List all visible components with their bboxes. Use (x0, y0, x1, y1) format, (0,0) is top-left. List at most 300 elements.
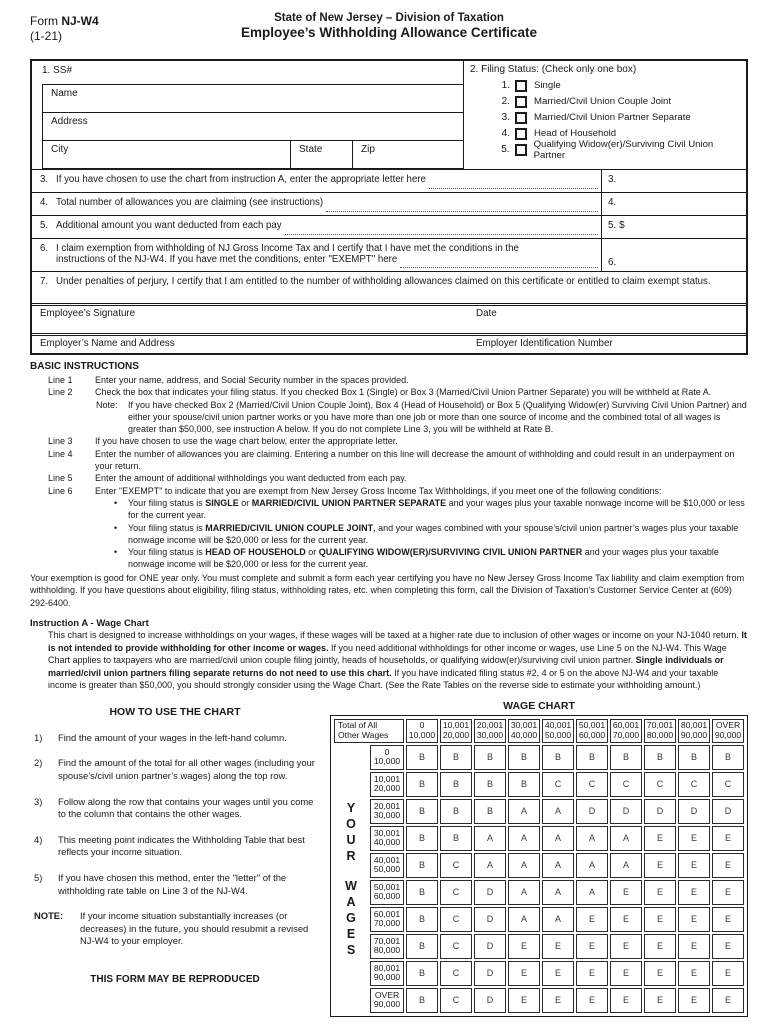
wage-chart-cell: C (644, 772, 676, 797)
basic-instructions-items (30, 374, 748, 497)
line3-text (32, 170, 601, 192)
vertical-letter: Y (346, 800, 356, 815)
option-label: Head of Household (534, 128, 617, 139)
instruction-line-label: Line 6 (48, 485, 73, 496)
instruction-line-label: Note: (96, 399, 118, 410)
line4-description: Total number of allowances you are claiming (see instructions) (56, 197, 324, 208)
wage-chart-cell: E (610, 880, 642, 905)
line4-answer-box[interactable]: 4. (601, 193, 746, 215)
wage-chart-cell: B (644, 745, 676, 770)
wage-chart-cell: B (440, 826, 472, 851)
text-segment: Your filing status is (128, 522, 206, 533)
wage-chart-cell: A (542, 880, 574, 905)
wage-chart-column-header: 80,001 90,000 (678, 719, 710, 743)
line5-number: 5. (40, 220, 49, 231)
wage-chart-row (334, 826, 744, 851)
personal-info-section (32, 61, 464, 169)
filing-option-widower (494, 138, 742, 161)
condition-text (128, 497, 748, 522)
bold-text-segment: MARRIED/CIVIL UNION PARTNER SEPARATE (251, 497, 447, 508)
bullet-icon: • (114, 522, 118, 533)
wage-chart-row-header: 50,001 60,000 (370, 880, 404, 905)
instruction-line (30, 472, 748, 484)
wage-chart-cell: C (610, 772, 642, 797)
wage-chart-cell: A (610, 826, 642, 851)
wage-chart-cell: B (406, 880, 438, 905)
wage-chart-cell: C (712, 772, 744, 797)
basic-instructions-heading: BASIC INSTRUCTIONS (30, 361, 139, 372)
option-number: 3. (501, 112, 510, 123)
zip-field[interactable]: Zip (361, 143, 375, 155)
wage-chart-cell: B (440, 772, 472, 797)
wage-chart-cell: D (474, 907, 506, 932)
wage-chart-cell: B (610, 745, 642, 770)
wage-chart-cell: B (542, 745, 574, 770)
city-field[interactable]: City (43, 141, 291, 169)
wage-chart-cell: B (406, 961, 438, 986)
city-state-zip-row (42, 140, 463, 170)
dotted-leader (326, 197, 598, 212)
wage-chart-cell: E (644, 826, 676, 851)
personal-inner-rows (42, 85, 463, 169)
employer-name-field[interactable]: Employer’s Name and Address (40, 338, 175, 349)
text-segment: Your filing status is (128, 497, 206, 508)
wage-chart-table (332, 717, 746, 1015)
instruction-line (30, 448, 748, 473)
wage-chart-cell: A (542, 799, 574, 824)
step-number: 3) (34, 795, 43, 807)
wage-chart-cell: A (508, 799, 540, 824)
your-wages-vertical-label (334, 745, 368, 1013)
form-id-block (30, 14, 99, 44)
page-title: Employee’s Withholding Allowance Certificate (241, 25, 537, 40)
address-label: Address (51, 115, 88, 127)
wage-chart-column (330, 700, 748, 1017)
wage-chart-cell: E (542, 961, 574, 986)
indent-gutter (30, 374, 48, 386)
indent-gutter (30, 472, 48, 484)
form-title-block (30, 12, 748, 40)
wage-chart-cell: E (678, 853, 710, 878)
wage-chart-cell: B (712, 745, 744, 770)
wage-chart-cell: E (712, 988, 744, 1013)
vertical-letter: W (345, 878, 357, 893)
how-to-step (30, 872, 320, 897)
wage-chart-cell: B (440, 745, 472, 770)
wage-chart-cell: C (678, 772, 710, 797)
how-to-note (30, 910, 320, 948)
wage-chart-column-header: 20,001 30,000 (474, 719, 506, 743)
wage-chart-cell: B (508, 745, 540, 770)
name-label: Name (51, 87, 78, 99)
wage-chart-cell: E (610, 934, 642, 959)
vertical-letter: A (346, 894, 356, 909)
wage-chart-cell: D (712, 799, 744, 824)
wage-chart-cell: E (610, 907, 642, 932)
form-code: NJ-W4 (61, 14, 99, 28)
wage-chart-cell: B (406, 772, 438, 797)
instruction-line (30, 435, 748, 447)
indent-gutter (30, 485, 48, 497)
wage-chart-cell: D (474, 934, 506, 959)
wage-chart-row (334, 799, 744, 824)
wage-chart-cell: C (440, 988, 472, 1013)
note-text: If your income situation substantially increases (or decreases) in the future, you should resubmit a revised NJ-W4 to your employer. (80, 910, 309, 947)
instruction-line (30, 485, 748, 497)
instruction-line-label: Line 5 (48, 473, 73, 484)
instruction-line (30, 374, 748, 386)
line3-row (32, 169, 746, 192)
instruction-line-label: Line 2 (48, 387, 73, 398)
dotted-leader (429, 174, 598, 189)
wage-chart-cell: B (406, 934, 438, 959)
text-segment: or (305, 547, 319, 558)
wage-chart-cell: C (440, 853, 472, 878)
wage-chart-cell: B (678, 745, 710, 770)
wage-chart-row-header: 20,001 30,000 (370, 799, 404, 824)
line5-description: Additional amount you want deducted from each pay (56, 220, 282, 231)
option-label: Qualifying Widow(er)/Surviving Civil Union Partner (533, 138, 714, 161)
wage-chart-cell: B (406, 745, 438, 770)
condition-bullet (114, 522, 748, 547)
wage-chart-cell: E (508, 988, 540, 1013)
wage-chart-cell: D (644, 799, 676, 824)
main-form-box (30, 59, 748, 355)
wage-chart-cell: A (474, 853, 506, 878)
form-revision: (1-21) (30, 29, 63, 43)
state-division-title: State of New Jersey – Division of Taxation (274, 12, 504, 24)
wage-chart-cell: E (678, 880, 710, 905)
filing-status-heading: 2. Filing Status: (Check only one box) (470, 64, 637, 75)
wage-chart-cell: D (474, 880, 506, 905)
text-segment: If you have indicated filing status #2, 4 or 5 on the above NJ-W4 and your taxable income is greater than $50,000, you should strongly consider using the Wage Chart. (See the Rate Tables on the reverse side to estimate your withholding amount.) (48, 667, 719, 691)
dotted-leader (400, 254, 598, 268)
bold-text-segment: SINGLE (205, 497, 239, 508)
wage-chart-cell: E (644, 907, 676, 932)
wage-chart-cell: E (644, 988, 676, 1013)
wage-chart-row-header: 80,001 90,000 (370, 961, 404, 986)
wage-chart-cell: C (576, 772, 608, 797)
identity-and-status-row (32, 61, 746, 169)
wage-chart-row-header: 60,001 70,000 (370, 907, 404, 932)
instruction-line-label: Line 3 (48, 436, 73, 447)
address-field[interactable] (42, 112, 463, 142)
text-segment: , and your wages combined with your spouse’s/civil union partner’s wages plus your taxable nonwage income will be $20,000 or less for the current year. (128, 522, 739, 545)
wage-chart-cell: E (712, 961, 744, 986)
vertical-letter: R (346, 848, 356, 863)
line7-number: 7. (40, 276, 49, 287)
instruction-a-paragraph (48, 629, 748, 692)
perjury-statement: Under penalties of perjury, I certify that I am entitled to the number of withholding allowances claimed on this certificate or entitled to claim exempt status. (56, 276, 711, 287)
text-segment: and your wages plus your taxable nonwage income will be $20,000 or less for the current year. (128, 547, 719, 570)
wage-chart-cell: E (678, 988, 710, 1013)
line6-row (32, 238, 746, 271)
wage-chart-column-header: OVER 90,000 (712, 719, 744, 743)
indent-gutter (30, 435, 48, 447)
instruction-line-text: Enter the amount of additional withholdings you want deducted from each pay. (95, 473, 407, 484)
exemption-closing-paragraph: Your exemption is good for ONE year only. You must complete and submit a form each year certifying you have no New Jersey Gross Income Tax liability and claim exemption from withholding. If you have questions about eligibility, filing status, withholding rates, etc. when completing this form, call the Division of Taxation’s Customer Service Center at (609) 292-6400. (30, 572, 745, 608)
wage-chart-row-header: 70,001 80,000 (370, 934, 404, 959)
line6-conditions-bullets (30, 497, 748, 571)
line6-description-line2: instructions of the NJ-W4. If you have met the conditions, enter "EXEMPT" here (56, 254, 398, 265)
step-text: This meeting point indicates the Withholding Table that best reflects your income situation. (58, 833, 305, 858)
checkbox-married-joint[interactable] (515, 96, 527, 108)
wage-chart-cell: A (508, 853, 540, 878)
line5-row (32, 215, 746, 238)
wage-chart-cell: E (678, 934, 710, 959)
wage-chart-cell: C (440, 880, 472, 905)
instruction-line (30, 386, 748, 398)
step-text: Find the amount of the total for all other wages (including your spouse’s/civil union partner’s wages) along the top row. (58, 757, 315, 781)
wage-chart-cell: B (406, 907, 438, 932)
how-to-step (30, 757, 320, 782)
instruction-line-text: Check the box that indicates your filing status. If you checked Box 1 (Single) or Box 3 (Married/Civil Union Partner Separate) you will be withheld at Rate A. (95, 387, 712, 398)
signature-row (32, 303, 746, 333)
wage-chart-column-header: 40,001 50,000 (542, 719, 574, 743)
wage-chart-cell: B (474, 799, 506, 824)
how-to-step (30, 796, 320, 821)
text-segment: or (238, 497, 252, 508)
name-field[interactable] (42, 84, 463, 114)
wage-chart-title: WAGE CHART (503, 699, 575, 712)
wage-chart-cell: D (678, 799, 710, 824)
step-number: 5) (34, 871, 43, 883)
wage-chart-cell: B (406, 853, 438, 878)
bottom-section (30, 700, 748, 1017)
instruction-line-text: If you have chosen to use the wage chart below, enter the appropriate letter. (95, 436, 398, 447)
wage-chart-row-header: 40,001 50,000 (370, 853, 404, 878)
vertical-letter: O (346, 816, 356, 831)
wage-chart-column-header: 70,001 80,000 (644, 719, 676, 743)
wage-chart-table-wrapper (330, 715, 748, 1017)
wage-chart-cell: E (576, 961, 608, 986)
wage-chart-cell: E (610, 988, 642, 1013)
line6-number: 6. (40, 243, 49, 254)
checkbox-head-of-household[interactable] (515, 128, 527, 140)
note-label: NOTE: (34, 910, 64, 922)
wage-chart-corner-label: Total of All Other Wages (334, 719, 404, 743)
wage-chart-cell: E (576, 934, 608, 959)
wage-chart-cell: E (712, 907, 744, 932)
wage-chart-cell: E (712, 880, 744, 905)
wage-chart-row (334, 853, 744, 878)
wage-chart-cell: E (712, 853, 744, 878)
instruction-a-heading: Instruction A - Wage Chart (30, 618, 149, 630)
instruction-line-label: Line 4 (48, 448, 73, 459)
wage-chart-cell: A (542, 907, 574, 932)
wage-chart-cell: B (508, 772, 540, 797)
condition-bullet (114, 497, 748, 522)
checkbox-married-separate[interactable] (515, 112, 527, 124)
wage-chart-column-header: 10,001 20,000 (440, 719, 472, 743)
text-segment: Your filing status is (128, 547, 206, 558)
wage-chart-cell: E (678, 826, 710, 851)
indent-gutter (30, 448, 48, 473)
option-number: 2. (501, 96, 510, 107)
line5-answer-box[interactable]: 5. $ (601, 216, 746, 238)
how-to-step (30, 732, 320, 745)
indent-gutter (30, 386, 48, 398)
option-label: Married/Civil Union Couple Joint (534, 96, 672, 107)
how-to-steps (30, 732, 320, 897)
dotted-leader (285, 220, 598, 235)
text-segment: This chart is designed to increase withholdings on your wages, if these wages will be taxed at a higher rate due to inclusion of other wages or income on your NJ-1040 return. (48, 630, 742, 641)
wage-chart-row (334, 745, 744, 770)
wage-chart-row-header: OVER 90,000 (370, 988, 404, 1013)
instruction-line-text: Enter "EXEMPT" to indicate that you are exempt from New Jersey Gross Income Tax Withholdings, if you meet one of the following conditions: (95, 485, 662, 496)
wage-chart-cell: B (474, 745, 506, 770)
line7-row (32, 271, 746, 303)
line6-text (32, 239, 601, 271)
wage-chart-cell: B (406, 988, 438, 1013)
wage-chart-cell: E (542, 988, 574, 1013)
wage-chart-cell: E (576, 907, 608, 932)
text-segment: and your wages plus your taxable nonwage income will be $10,000 or less for the current year. (128, 497, 745, 521)
wage-chart-cell: D (610, 799, 642, 824)
wage-chart-row-header: 30,001 40,000 (370, 826, 404, 851)
vertical-letter: U (346, 832, 356, 847)
wage-chart-row (334, 880, 744, 905)
wage-chart-cell: A (576, 826, 608, 851)
bold-text-segment: HEAD OF HOUSEHOLD (205, 547, 306, 558)
instruction-line-text: Enter your name, address, and Social Security number in the spaces provided. (95, 375, 409, 385)
form-header (30, 12, 748, 56)
instruction-a-section (30, 618, 748, 692)
filing-option-married-joint (494, 94, 742, 109)
wage-chart-cell: A (508, 907, 540, 932)
wage-chart-cell: E (644, 961, 676, 986)
line3-answer-box[interactable]: 3. (601, 170, 746, 192)
wage-chart-cell: A (542, 853, 574, 878)
filing-option-married-separate (494, 110, 742, 125)
option-number: 4. (501, 128, 510, 139)
wage-chart-row (334, 772, 744, 797)
wage-chart-cell: D (576, 799, 608, 824)
step-text: Find the amount of your wages in the left-hand column. (58, 731, 287, 743)
option-label: Married/Civil Union Partner Separate (534, 112, 691, 123)
bullet-icon: • (114, 547, 118, 558)
ssn-field[interactable]: 1. SS# (42, 65, 73, 76)
line4-number: 4. (40, 197, 49, 208)
bold-text-segment: It is not intended to provide withholding for other income or wages. (48, 630, 747, 653)
bold-text-segment: QUALIFYING WIDOW(ER)/SURVIVING CIVIL UNION PARTNER (318, 547, 583, 558)
how-to-step (30, 834, 320, 859)
wage-chart-cell: E (678, 907, 710, 932)
wage-chart-cell: E (508, 961, 540, 986)
wage-chart-row-header: 10,001 20,000 (370, 772, 404, 797)
step-number: 2) (34, 757, 43, 769)
text-segment: If you need additional withholdings for other income or wages, use Line 5 on the NJ-W4. This Wage Chart applies to taxpayers who are married/civil union couple filing jointly, heads of households, or qualifying widow(er)/surviving civil union partner. (48, 642, 727, 666)
line6-description-line1: I claim exemption from withholding of NJ Gross Income Tax and I certify that I have met the conditions in the (56, 243, 519, 254)
checkbox-widower[interactable] (515, 144, 527, 156)
wage-chart-cell: E (678, 961, 710, 986)
form-reproduction-notice: THIS FORM MAY BE REPRODUCED (90, 973, 260, 985)
wage-chart-column-header: 0 10,000 (406, 719, 438, 743)
instruction-line-text: If you have checked Box 2 (Married/Civil Union Couple Joint), Box 4 (Head of Household) or Box 5 (Qualifying Widow(er) Surviving Civil Union Partner) and either your spouse/civil union partner works or you have more than one job or more than one source of income and the combined total of all wages is greater than $50,000, see instruction A below. If you do not complete Line 3, you will be withheld at Rate B. (128, 399, 747, 435)
wage-chart-cell: E (576, 988, 608, 1013)
step-text: If you have chosen this method, enter the "letter" of the withholding rate table on Line 3 of the NJ-W4. (58, 871, 287, 896)
filing-status-section (464, 61, 746, 169)
condition-text (128, 522, 748, 547)
wage-chart-cell: A (508, 826, 540, 851)
wage-chart-cell: C (440, 961, 472, 986)
line4-text (32, 193, 601, 215)
step-text: Follow along the row that contains your wages until you come to the column that contains the other wages. (58, 795, 314, 820)
wage-chart-cell: A (542, 826, 574, 851)
option-number: 1. (501, 80, 510, 91)
how-to-heading: HOW TO USE THE CHART (109, 705, 241, 718)
wage-chart-cell: E (644, 934, 676, 959)
bold-text-segment: Single individuals or married/civil union partners filing separate returns do not need to use this chart. (48, 655, 724, 678)
line4-row (32, 192, 746, 215)
wage-chart-cell: E (610, 961, 642, 986)
vertical-letter: S (346, 942, 356, 957)
wage-chart-cell: B (474, 772, 506, 797)
wage-chart-column-header: 60,001 70,000 (610, 719, 642, 743)
wage-chart-cell: C (440, 907, 472, 932)
wage-chart-row-header: 0 10,000 (370, 745, 404, 770)
line6-answer-box[interactable]: 6. (601, 239, 746, 271)
bold-text-segment: MARRIED/CIVIL UNION COUPLE JOINT (205, 522, 374, 533)
state-field[interactable]: State (291, 141, 353, 169)
line3-number: 3. (40, 174, 49, 185)
basic-instructions-section (30, 361, 748, 609)
wage-chart-cell: A (576, 880, 608, 905)
wage-chart-row (334, 934, 744, 959)
vertical-letter: G (346, 910, 356, 925)
line3-description: If you have chosen to use the chart from instruction A, enter the appropriate letter here (56, 174, 426, 185)
wage-chart-cell: B (440, 799, 472, 824)
step-number: 4) (34, 833, 43, 845)
wage-chart-cell: E (712, 826, 744, 851)
bullet-icon: • (114, 497, 118, 508)
wage-chart-row (334, 988, 744, 1013)
how-to-use-chart-column (30, 700, 330, 1017)
date-field[interactable]: Date (476, 308, 497, 319)
ein-field[interactable]: Employer Identification Number (476, 338, 613, 349)
wage-chart-cell: D (474, 961, 506, 986)
wage-chart-cell: A (508, 880, 540, 905)
wage-chart-cell: C (542, 772, 574, 797)
form-word: Form (30, 14, 58, 28)
step-number: 1) (34, 731, 43, 743)
line5-text (32, 216, 601, 238)
wage-chart-cell: E (712, 934, 744, 959)
vertical-letter: E (346, 926, 356, 941)
wage-chart-cell: E (644, 853, 676, 878)
wage-chart-cell: A (576, 853, 608, 878)
instruction-line (30, 399, 748, 436)
indent-gutter (30, 399, 96, 436)
instruction-line-text: Enter the number of allowances you are claiming. Entering a number on this line will decrease the amount of withholding and could result in an underpayment on your return. (95, 448, 735, 472)
wage-chart-row (334, 907, 744, 932)
wage-chart-cell: A (610, 853, 642, 878)
wage-chart-column-header: 30,001 40,000 (508, 719, 540, 743)
wage-chart-cell: C (440, 934, 472, 959)
wage-chart-cell: B (406, 799, 438, 824)
wage-chart-row (334, 961, 744, 986)
employee-signature-field[interactable]: Employee’s Signature (40, 308, 136, 319)
condition-text (128, 546, 748, 571)
wage-chart-cell: B (406, 826, 438, 851)
option-number: 5. (501, 144, 510, 155)
wage-chart-header-row (334, 719, 744, 743)
checkbox-single[interactable] (515, 80, 527, 92)
wage-chart-cell: E (542, 934, 574, 959)
form-number (30, 14, 99, 29)
filing-option-single (494, 78, 742, 93)
wage-chart-cell: D (474, 988, 506, 1013)
